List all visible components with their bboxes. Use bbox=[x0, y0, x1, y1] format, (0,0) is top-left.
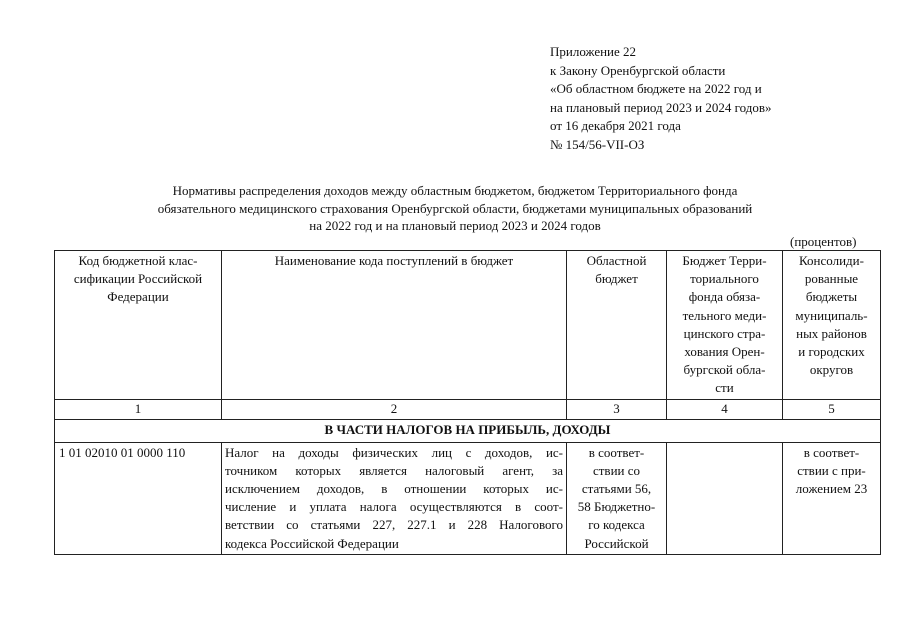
title-line: Нормативы распределения доходов между областным бюджетом, бюджетом Территориального фонда bbox=[172, 183, 738, 198]
header-tfoms-line: тельного меди- bbox=[682, 307, 767, 323]
row-code: 1 01 02010 01 0000 110 bbox=[55, 442, 222, 554]
row-regional-line: го кодекса bbox=[588, 517, 645, 533]
header-municipal-budgets bbox=[783, 251, 881, 400]
header-code-line: сификации Российской bbox=[73, 271, 203, 287]
header-municipal-line: Консолиди- bbox=[799, 253, 864, 268]
header-tfoms-line: фонда обяза- bbox=[688, 289, 761, 305]
row-regional-line: в соответ- bbox=[588, 444, 645, 460]
row-name-line: ветствии со статьями 227, 227.1 и 228 Налогового bbox=[225, 517, 563, 533]
header-municipal-line: и городских bbox=[798, 344, 865, 360]
appendix-line: от 16 декабря 2021 года bbox=[550, 118, 681, 134]
column-number-row bbox=[55, 399, 881, 419]
row-name-line: точником которых является налоговый агент, за bbox=[225, 462, 563, 478]
row-municipal-value bbox=[783, 442, 881, 554]
row-regional-line: статьями 56, bbox=[581, 481, 652, 497]
header-tfoms-line: сти bbox=[715, 380, 734, 396]
header-regional-line: Областной bbox=[586, 253, 647, 268]
header-regional-budget bbox=[567, 251, 667, 400]
appendix-line: «Об областном бюджете на 2022 год и bbox=[550, 81, 762, 97]
header-tfoms-line: ториального bbox=[690, 271, 759, 287]
header-tfoms-line: цинского стра- bbox=[683, 325, 766, 341]
row-name-line: кодекса Российской Федерации bbox=[225, 535, 399, 551]
section-row bbox=[55, 419, 881, 442]
header-municipal-line: муниципаль- bbox=[795, 307, 868, 323]
header-tfoms-line: хования Орен- bbox=[684, 344, 765, 360]
row-regional-value bbox=[567, 442, 667, 554]
header-municipal-line: ных районов bbox=[796, 325, 867, 341]
table-row bbox=[55, 442, 881, 554]
header-municipal-line: рованные bbox=[804, 271, 859, 287]
row-regional-line: 58 Бюджетно- bbox=[577, 499, 656, 515]
header-tfoms-budget bbox=[667, 251, 783, 400]
header-name bbox=[222, 251, 567, 400]
row-municipal-line: ствии с при- bbox=[797, 462, 866, 478]
row-regional-line: ствии со bbox=[592, 462, 641, 478]
appendix-line: Приложение 22 bbox=[550, 44, 637, 59]
column-number: 5 bbox=[783, 399, 881, 419]
row-municipal-line: в соответ- bbox=[803, 444, 860, 460]
header-regional-line: бюджет bbox=[595, 271, 638, 287]
row-name-line: числение и уплата налога осуществляются в соот- bbox=[225, 499, 563, 515]
header-code bbox=[55, 251, 222, 400]
title-line: на 2022 год и на плановый период 2023 и 2024 годов bbox=[309, 218, 601, 233]
row-name-line: исключением доходов, в отношении которых ис- bbox=[225, 481, 563, 497]
header-tfoms-line: бургской обла- bbox=[683, 362, 766, 378]
row-tfoms-value bbox=[667, 442, 783, 554]
header-name-line: Наименование кода поступлений в бюджет bbox=[274, 253, 514, 268]
appendix-line: на плановый период 2023 и 2024 годов» bbox=[550, 99, 772, 115]
revenue-distribution-table bbox=[54, 250, 881, 555]
column-number: 2 bbox=[222, 399, 567, 419]
row-municipal-line: ложением 23 bbox=[795, 481, 868, 497]
row-regional-line: Российской bbox=[584, 535, 649, 551]
section-title: В ЧАСТИ НАЛОГОВ НА ПРИБЫЛЬ, ДОХОДЫ bbox=[55, 419, 881, 442]
header-municipal-line: бюджеты bbox=[805, 289, 858, 305]
appendix-line: к Закону Оренбургской области bbox=[550, 62, 726, 78]
header-code-line: Код бюджетной клас- bbox=[78, 253, 198, 268]
row-name-line: Налог на доходы физических лиц с доходов, ис- bbox=[225, 444, 563, 460]
appendix-reference bbox=[550, 43, 880, 155]
units-label: (процентов) bbox=[790, 234, 857, 249]
column-number: 1 bbox=[55, 399, 222, 419]
table-header-row bbox=[55, 251, 881, 400]
header-tfoms-line: Бюджет Терри- bbox=[682, 253, 767, 268]
appendix-line: № 154/56-VII-ОЗ bbox=[550, 136, 645, 152]
column-number: 3 bbox=[567, 399, 667, 419]
title-line: обязательного медицинского страхования Оренбургской области, бюджетами муниципальных образований bbox=[157, 200, 753, 216]
header-municipal-line: округов bbox=[809, 362, 854, 378]
document-title bbox=[60, 182, 850, 235]
row-name bbox=[222, 442, 567, 554]
header-code-line: Федерации bbox=[107, 289, 169, 305]
column-number: 4 bbox=[667, 399, 783, 419]
